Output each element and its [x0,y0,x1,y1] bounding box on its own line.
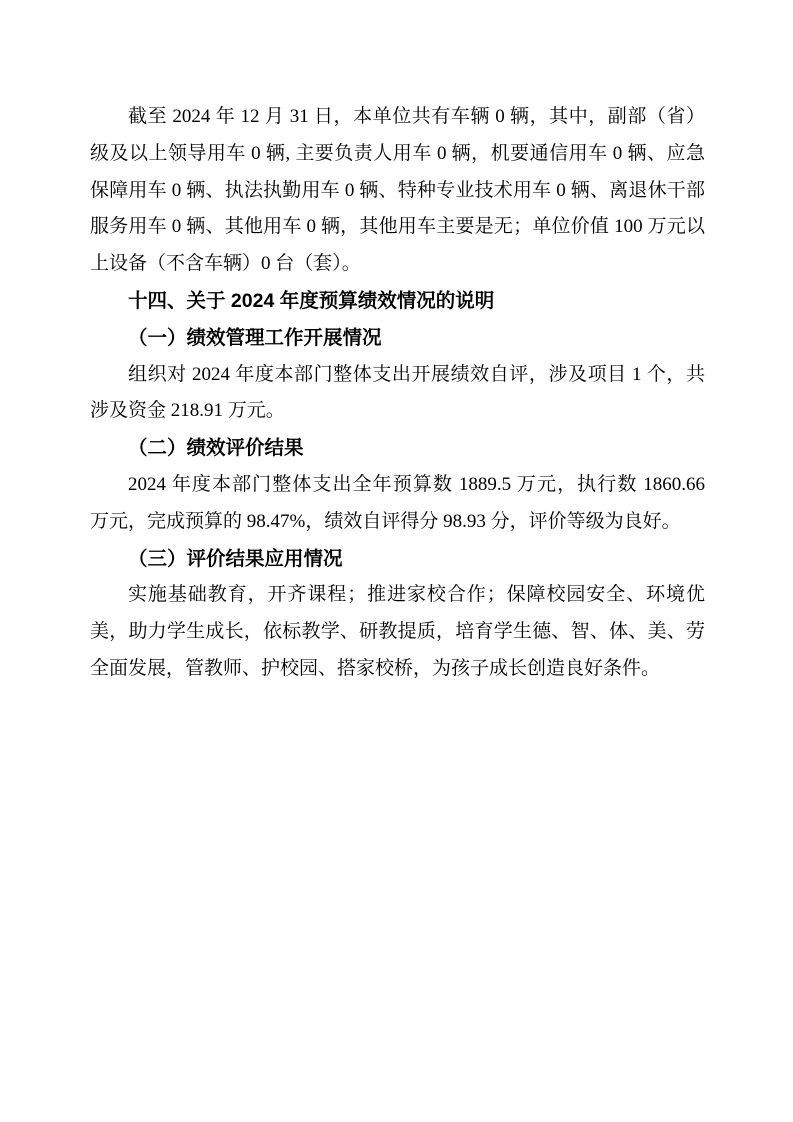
paragraph-line: 截至 2024 年 12 月 31 日，本单位共有车辆 0 辆，其中，副部（省） [128,106,705,127]
subsection-2-paragraph [90,467,705,541]
subsection-heading-2: （二）绩效评价结果 [128,437,304,460]
subsection-3-paragraph [90,577,705,687]
paragraph-line: 实施基础教育，开齐课程；推进家校合作；保障校园安全、环境优 [128,584,705,606]
paragraph-line: 涉及资金 218.91 万元。 [90,400,285,422]
vehicles-paragraph [90,99,705,283]
paragraph-line: 组织对 2024 年度本部门整体支出开展绩效自评，涉及项目 1 个，共 [128,363,705,385]
paragraph-line: 服务用车 0 辆、其他用车 0 辆，其他用车主要是无；单位价值 100 万元以 [90,216,705,238]
paragraph-line: 美，助力学生成长，依标教学、研教提质，培育学生德、智、体、美、劳 [90,621,705,643]
document-content [90,99,705,688]
subsection-heading-1: （一）绩效管理工作开展情况 [128,326,382,349]
paragraph-line: 级及以上领导用车 0 辆, 主要负责人用车 0 辆，机要通信用车 0 辆、应急 [90,142,705,164]
paragraph-line: 2024 年度本部门整体支出全年预算数 1889.5 万元，执行数 1860.66 [128,473,705,495]
section-heading: 十四、关于 2024 年度预算绩效情况的说明 [128,289,495,312]
paragraph-line: 万元，完成预算的 98.47%，绩效自评得分 98.93 分，评价等级为良好。 [90,510,681,532]
subsection-1-paragraph [90,357,705,431]
paragraph-line: 上设备（不含车辆）0 台（套）。 [90,253,361,275]
paragraph-line: 保障用车 0 辆、执法执勤用车 0 辆、特种专业技术用车 0 辆、离退休干部 [90,179,705,201]
subsection-heading-3: （三）评价结果应用情况 [128,547,343,570]
paragraph-line: 全面发展，管教师、护校园、搭家校桥，为孩子成长创造良好条件。 [90,657,661,679]
